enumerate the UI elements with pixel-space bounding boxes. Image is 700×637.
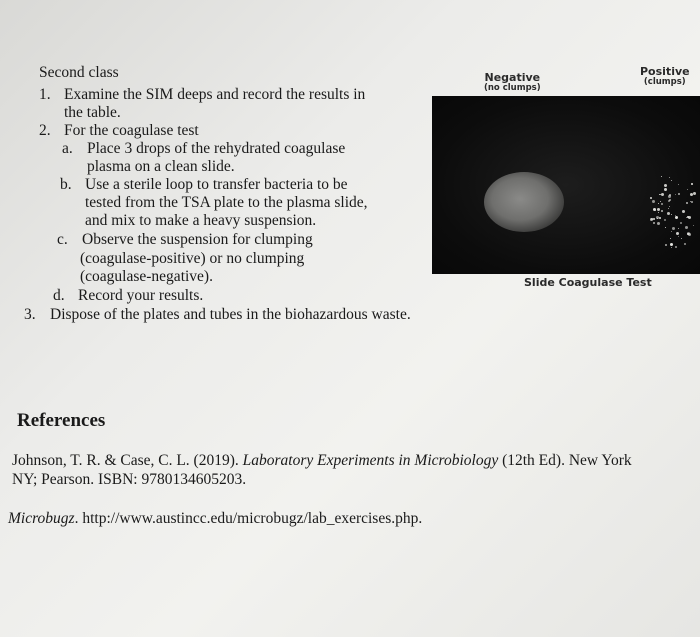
reference-1-authors: Johnson, T. R. & Case, C. L. (2019). [12, 452, 243, 469]
step-3-line-1: Dispose of the plates and tubes in the biohazardous waste. [50, 306, 411, 323]
clump-speck [653, 218, 655, 220]
section-title: Second class [39, 64, 119, 81]
substep-c-line-1: Observe the suspension for clumping [82, 231, 313, 248]
clump-speck [650, 218, 653, 221]
clump-speck [686, 202, 688, 204]
clump-speck [652, 200, 655, 203]
clump-speck [693, 225, 694, 226]
substep-b-letter: b. [60, 176, 72, 193]
positive-label [640, 66, 690, 87]
slide-photo [432, 96, 700, 274]
clump-speck [670, 243, 673, 246]
positive-clumps [647, 166, 699, 250]
clump-speck [650, 197, 652, 199]
clump-speck [660, 201, 661, 202]
figure-caption: Slide Coagulase Test [524, 276, 652, 289]
negative-sublabel: (no clumps) [484, 83, 541, 93]
clump-speck [664, 219, 666, 221]
clump-speck [668, 200, 670, 202]
clump-speck [687, 189, 688, 190]
clump-speck [656, 216, 659, 219]
clump-speck [653, 222, 655, 224]
reference-2-title: Microbugz [8, 510, 75, 527]
clump-speck [671, 214, 672, 215]
clump-speck [664, 188, 667, 191]
step-2-number: 2. [39, 122, 51, 139]
clump-speck [687, 216, 689, 218]
clump-speck [653, 208, 656, 211]
clump-speck [659, 217, 661, 219]
step-1-line-1: Examine the SIM deeps and record the results in [64, 86, 366, 103]
reference-2 [8, 510, 422, 528]
clump-speck [667, 212, 670, 215]
clump-speck [678, 184, 679, 185]
clump-speck [668, 208, 669, 209]
reference-1-line-1 [12, 452, 632, 470]
reference-1-title: Laboratory Experiments in Microbiology [242, 452, 499, 469]
positive-sublabel: (clumps) [643, 77, 686, 87]
clump-speck [671, 180, 672, 181]
substep-b-line-1: Use a sterile loop to transfer bacteria to be [85, 176, 348, 193]
clump-speck [658, 212, 659, 213]
clump-speck [693, 192, 696, 195]
negative-drop [484, 172, 564, 232]
substep-d-line-1: Record your results. [78, 287, 204, 304]
reference-2-url: . http://www.austincc.edu/microbugz/lab_exercises.php. [74, 510, 423, 527]
clump-speck [680, 222, 682, 224]
positive-label-text: Positive [640, 65, 690, 78]
clump-speck [678, 193, 680, 195]
reference-1-line-2: NY; Pearson. ISBN: 9780134605203. [12, 471, 247, 488]
clump-speck [684, 243, 686, 245]
clump-speck [661, 193, 664, 196]
clump-speck [657, 222, 660, 225]
step-2-line-1: For the coagulase test [64, 122, 199, 139]
clump-speck [669, 206, 670, 207]
clump-speck [675, 216, 678, 219]
substep-b-line-2: tested from the TSA plate to the plasma slide, [85, 194, 368, 211]
substep-c-line-2: (coagulase-positive) or no clumping [80, 250, 305, 267]
step-3-number: 3. [24, 306, 36, 323]
clump-speck [661, 176, 662, 177]
clump-speck [671, 247, 672, 248]
clump-speck [678, 228, 679, 229]
clump-speck [681, 238, 682, 239]
clump-speck [690, 193, 693, 196]
clump-speck [691, 183, 693, 185]
clump-speck [691, 201, 693, 203]
substep-a-line-1: Place 3 drops of the rehydrated coagulase [87, 140, 346, 157]
clump-speck [672, 227, 675, 230]
clump-speck [669, 177, 670, 178]
negative-label [484, 72, 541, 93]
clump-speck [664, 184, 667, 187]
substep-a-letter: a. [62, 140, 73, 157]
clump-speck [661, 210, 663, 212]
clump-speck [685, 226, 688, 229]
step-1-number: 1. [39, 86, 51, 103]
clump-speck [665, 227, 666, 228]
slide-coagulase-figure [432, 62, 700, 290]
substep-c-line-3: (coagulase-negative). [80, 268, 213, 285]
references-heading: References [17, 410, 106, 431]
step-1-line-2: the table. [64, 104, 121, 121]
clump-speck [668, 195, 671, 198]
clump-speck [658, 203, 659, 204]
substep-a-line-2: plasma on a clean slide. [87, 158, 235, 175]
clump-speck [657, 208, 660, 211]
substep-c-letter: c. [57, 231, 68, 248]
clump-speck [661, 203, 663, 205]
reference-1-edition: (12th Ed). New York [498, 452, 632, 469]
clump-speck [675, 246, 677, 248]
negative-label-text: Negative [484, 71, 541, 84]
clump-speck [670, 238, 671, 239]
clump-speck [665, 244, 667, 246]
clump-speck [678, 236, 679, 237]
substep-b-line-3: and mix to make a heavy suspension. [85, 212, 317, 229]
clump-speck [671, 231, 672, 232]
clump-speck [682, 210, 685, 213]
substep-d-letter: d. [53, 287, 65, 304]
clump-speck [675, 194, 676, 195]
